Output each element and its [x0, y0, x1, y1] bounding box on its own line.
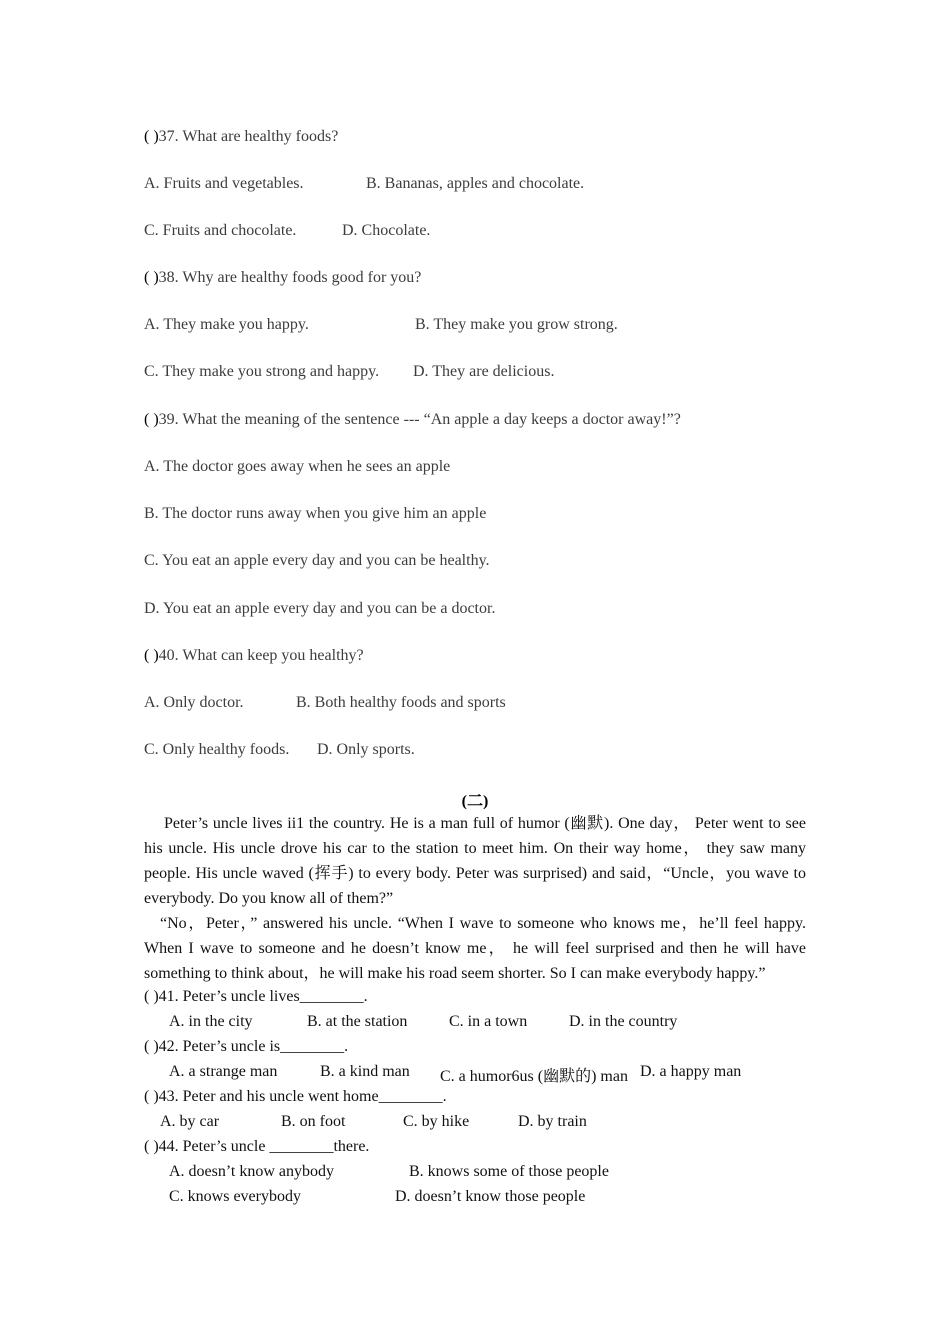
- question-text: 38. Why are healthy foods good for you?: [158, 269, 422, 286]
- question-43: [144, 1088, 447, 1106]
- question-text: 37. What are healthy foods?: [158, 128, 339, 145]
- option-a: A. in the city: [169, 1013, 253, 1030]
- option-a: A. doesn’t know anybody: [169, 1163, 335, 1180]
- option-d: D. Only sports.: [317, 741, 415, 758]
- option-c: C. in a town: [449, 1013, 528, 1030]
- passage-paragraph: “No，Peter，” answered his uncle. “When I wave to someone who knows me，he’ll feel happy. When I wave to someone and he doesn’t know me， he will feel surprised and then he will have something to think about，he will make his road seem shorter. So I can make everybody happy.”: [144, 915, 806, 982]
- option-a: A. Fruits and vegetables.: [144, 175, 304, 192]
- option-d: D. by train: [518, 1113, 587, 1130]
- question-text: 40. What can keep you healthy?: [158, 647, 364, 664]
- answer-blank: ( ): [144, 1138, 159, 1155]
- answer-blank: ( ): [144, 411, 159, 428]
- option-c: C. Fruits and chocolate.: [144, 222, 297, 239]
- question-text: 42. Peter’s uncle is________.: [158, 1038, 349, 1055]
- option-c: C. They make you strong and happy.: [144, 363, 380, 380]
- option-b: B. They make you grow strong.: [415, 316, 618, 333]
- option-a: A. a strange man: [169, 1063, 278, 1080]
- question-40: [144, 647, 364, 665]
- option-a: A. Only doctor.: [144, 694, 244, 711]
- answer-blank: ( ): [144, 269, 159, 286]
- option-a: A. by car: [160, 1113, 220, 1130]
- option-b: B. at the station: [307, 1013, 408, 1030]
- question-41: [144, 988, 368, 1006]
- question-text: 43. Peter and his uncle went home________.: [158, 1088, 447, 1105]
- option-c: C. Only healthy foods.: [144, 741, 290, 758]
- option-b: B. Bananas, apples and chocolate.: [366, 175, 585, 192]
- option-a: A. They make you happy.: [144, 316, 309, 333]
- question-44: [144, 1138, 369, 1156]
- question-38: [144, 269, 421, 287]
- option-c: C. You eat an apple every day and you can be healthy.: [144, 552, 490, 569]
- question-39: [144, 411, 681, 429]
- passage-paragraph: Peter’s uncle lives ii1 the country. He is a man full of humor (幽默). One day， Peter went to see his uncle. His uncle drove his car to the station to meet him. On their way home， they saw many people. His uncle waved (挥手) to every body. Peter was surprised) and said，“Uncle，you wave to everybody. Do you know all of them?”: [144, 815, 806, 907]
- question-text: 44. Peter’s uncle ________there.: [158, 1138, 370, 1155]
- option-d: D. in the country: [569, 1013, 678, 1030]
- answer-blank: ( ): [144, 128, 159, 145]
- option-b: B. The doctor runs away when you give him an apple: [144, 505, 487, 522]
- option-d: D. You eat an apple every day and you can be a doctor.: [144, 600, 496, 617]
- answer-blank: ( ): [144, 1038, 159, 1055]
- question-37: [144, 128, 338, 146]
- question-text: 41. Peter’s uncle lives________.: [158, 988, 368, 1005]
- question-text: 39. What the meaning of the sentence --- “An apple a day keeps a doctor away!”?: [158, 411, 681, 428]
- question-42: [144, 1038, 348, 1056]
- option-b: B. Both healthy foods and sports: [296, 694, 506, 711]
- option-a: A. The doctor goes away when he sees an apple: [144, 458, 451, 475]
- option-c: C. knows everybody: [169, 1188, 301, 1205]
- option-d: D. doesn’t know those people: [395, 1188, 586, 1205]
- option-c: C. by hike: [403, 1113, 470, 1130]
- option-d: D. Chocolate.: [342, 222, 431, 239]
- section-title: (二): [461, 793, 489, 810]
- option-d: D. They are delicious.: [413, 363, 555, 380]
- option-c: C. a humor6us (幽默的) man: [440, 1068, 628, 1085]
- option-b: B. knows some of those people: [409, 1163, 609, 1180]
- reading-passage: [144, 811, 806, 986]
- answer-blank: ( ): [144, 647, 159, 664]
- answer-blank: ( ): [144, 1088, 159, 1105]
- option-b: B. on foot: [281, 1113, 346, 1130]
- option-d: D. a happy man: [640, 1063, 742, 1080]
- option-b: B. a kind man: [320, 1063, 410, 1080]
- answer-blank: ( ): [144, 988, 159, 1005]
